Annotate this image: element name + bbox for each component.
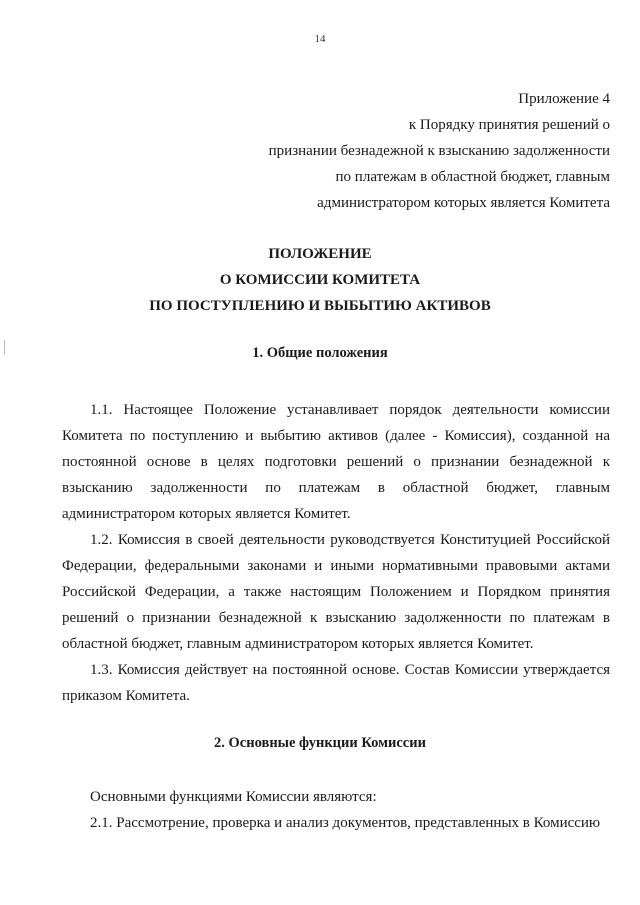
section-body-functions	[62, 784, 610, 836]
section-heading-functions: 2. Основные функции Комиссии	[214, 735, 426, 751]
appendix-line: признании безнадежной к взысканию задолженности	[268, 143, 610, 159]
title-line: ПО ПОСТУПЛЕНИЮ И ВЫБЫТИЮ АКТИВОВ	[149, 298, 491, 314]
appendix-line: по платежам в областной бюджет, главным	[335, 169, 610, 185]
title-line: О КОМИССИИ КОМИТЕТА	[219, 272, 421, 288]
paragraph: 1.2. Комиссия в своей деятельности руководствуется Конституцией Российской Федерации, федеральными законами и иными нормативными правовыми актами Российской Федерации, а также настоящим Положением и Порядком принятия решений о признании безнадежной к взысканию задолженности по платежам в областной бюджет, главным администратором которых является Комитет.	[62, 532, 610, 652]
paragraph: 1.1. Настоящее Положение устанавливает порядок деятельности комиссии Комитета по поступлению и выбытию активов (далее - Комиссия), созданной на постоянной основе в целях подготовки решений о признании безнадежной к взысканию задолженности по платежам в областной бюджет, главным администратором которых является Комитет.	[62, 402, 610, 522]
appendix-line: администратором которых является Комитета	[317, 195, 610, 211]
appendix-block	[190, 86, 610, 216]
paragraph: Основными функциями Комиссии являются:	[90, 789, 377, 805]
paragraph: 2.1. Рассмотрение, проверка и анализ документов, представленных в Комиссию	[90, 815, 601, 831]
appendix-line: Приложение 4	[518, 91, 610, 107]
page-number: 14	[314, 33, 326, 45]
title-line: ПОЛОЖЕНИЕ	[268, 246, 372, 262]
paragraph: 1.3. Комиссия действует на постоянной основе. Состав Комиссии утверждается приказом Комитета.	[62, 662, 610, 704]
document-title	[0, 241, 640, 319]
section-heading-general: 1. Общие положения	[252, 345, 388, 361]
appendix-line: к Порядку принятия решений о	[408, 117, 610, 133]
section-body-general	[62, 397, 610, 709]
